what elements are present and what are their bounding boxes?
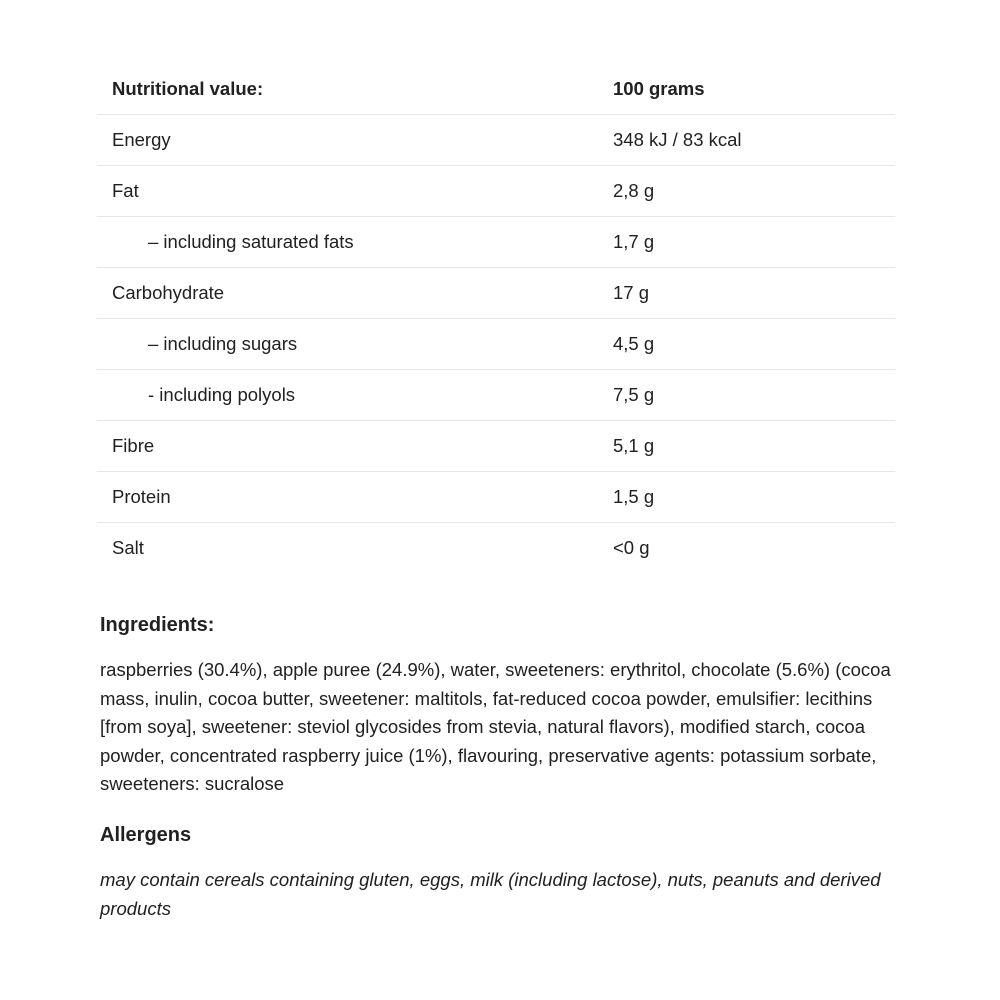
nutrient-value: 4,5 g <box>613 333 655 354</box>
allergens-text: may contain cereals containing gluten, eggs, milk (including lactose), nuts, peanuts and derived products <box>100 869 881 919</box>
nutrient-value: 1,7 g <box>613 231 655 252</box>
table-header-row <box>97 64 895 115</box>
table-row-fat <box>97 166 895 217</box>
table-row-sugars <box>97 319 895 370</box>
table-row-polyols <box>97 370 895 421</box>
nutrient-label: Carbohydrate <box>112 282 225 303</box>
nutrient-label: – including sugars <box>148 333 298 354</box>
ingredients-text: raspberries (30.4%), apple puree (24.9%), water, sweeteners: erythritol, chocolate (5.6%) (cocoa mass, inulin, cocoa butter, sweetener: maltitols, fat-reduced cocoa powder, emulsifier: lecithins [from soya], sweetener: steviol glycosides from stevia, natural flavors), modified starch, cocoa powder, concentrated raspberry juice (1%), flavouring, preservative agents: potassium sorbate, sweeteners: sucralose <box>100 659 891 795</box>
table-header-value: 100 grams <box>613 78 705 99</box>
nutrition-table <box>97 64 895 573</box>
nutrient-label: Fat <box>112 180 139 201</box>
table-row-salt <box>97 523 895 573</box>
nutrient-label: Protein <box>112 486 171 507</box>
table-row-carbohydrate <box>97 268 895 319</box>
table-row-fibre <box>97 421 895 472</box>
nutrient-label: Salt <box>112 537 144 558</box>
table-row-saturated-fats <box>97 217 895 268</box>
allergens-heading: Allergens <box>100 824 192 846</box>
nutrient-label: Fibre <box>112 435 155 456</box>
nutrient-value: 5,1 g <box>613 435 655 456</box>
nutrient-value: 2,8 g <box>613 180 655 201</box>
nutrient-label: – including saturated fats <box>148 231 354 252</box>
nutrient-value: 7,5 g <box>613 384 655 405</box>
table-row-protein <box>97 472 895 523</box>
table-row-energy <box>97 115 895 166</box>
nutrient-value: 17 g <box>613 282 650 303</box>
nutrient-label: Energy <box>112 129 171 150</box>
nutrient-value: 348 kJ / 83 kcal <box>613 129 742 150</box>
nutrient-label: - including polyols <box>148 384 296 405</box>
nutrient-value: <0 g <box>613 537 650 558</box>
table-header-label: Nutritional value: <box>112 78 264 99</box>
ingredients-heading: Ingredients: <box>100 614 215 636</box>
nutrient-value: 1,5 g <box>613 486 655 507</box>
